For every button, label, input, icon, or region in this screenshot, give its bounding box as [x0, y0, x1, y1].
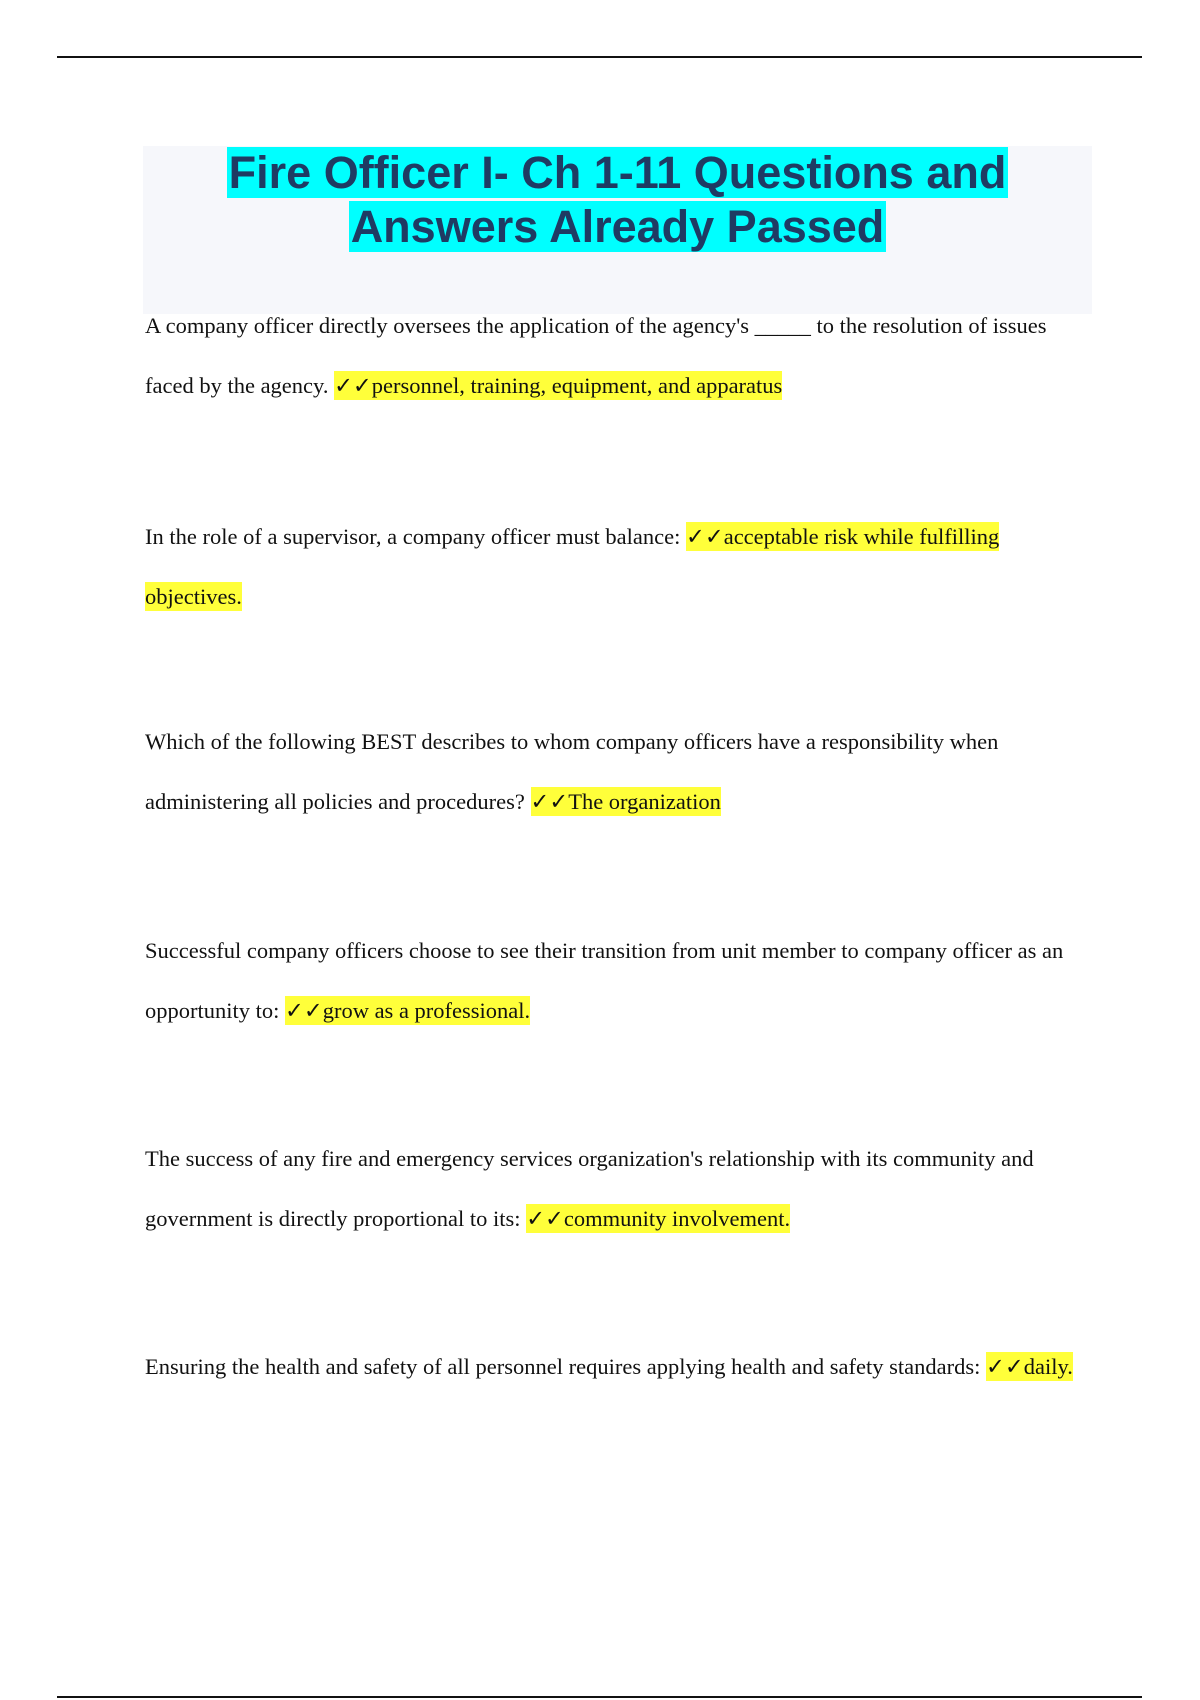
qa-item [145, 507, 1090, 627]
document-title [143, 146, 1092, 254]
title-line-1: Fire Officer I- Ch 1-11 Questions and [228, 147, 1007, 198]
question-text: The success of any fire and emergency services organization's relationship with its community and government is directly proportional to its: [145, 1146, 1034, 1231]
question-text: Which of the following BEST describes to whom company officers have a responsibility when administering all policies and procedures? [145, 729, 999, 814]
qa-item [145, 1129, 1090, 1249]
question-text: Successful company officers choose to see their transition from unit member to company officer as an opportunity to: [145, 938, 1064, 1023]
qa-item [145, 1337, 1090, 1397]
qa-item [145, 712, 1090, 832]
top-rule [57, 56, 1142, 58]
question-text: Ensuring the health and safety of all personnel requires applying health and safety standards: [145, 1354, 986, 1379]
bottom-rule [57, 1696, 1142, 1698]
answer-highlight: ✓✓acceptable risk while fulfilling objectives. [145, 524, 1000, 609]
title-line-2: Answers Already Passed [350, 201, 885, 252]
question-text: In the role of a supervisor, a company officer must balance: [145, 524, 686, 549]
answer-highlight: ✓✓The organization [530, 789, 721, 814]
qa-item [145, 296, 1090, 416]
answer-highlight: ✓✓community involvement. [526, 1206, 791, 1231]
question-text: A company officer directly oversees the application of the agency's _____ to the resolution of issues faced by the agency. [145, 313, 1047, 398]
answer-highlight: ✓✓grow as a professional. [285, 998, 531, 1023]
answer-highlight: ✓✓daily. [986, 1354, 1073, 1379]
qa-item [145, 921, 1090, 1041]
answer-highlight: ✓✓personnel, training, equipment, and apparatus [334, 373, 783, 398]
